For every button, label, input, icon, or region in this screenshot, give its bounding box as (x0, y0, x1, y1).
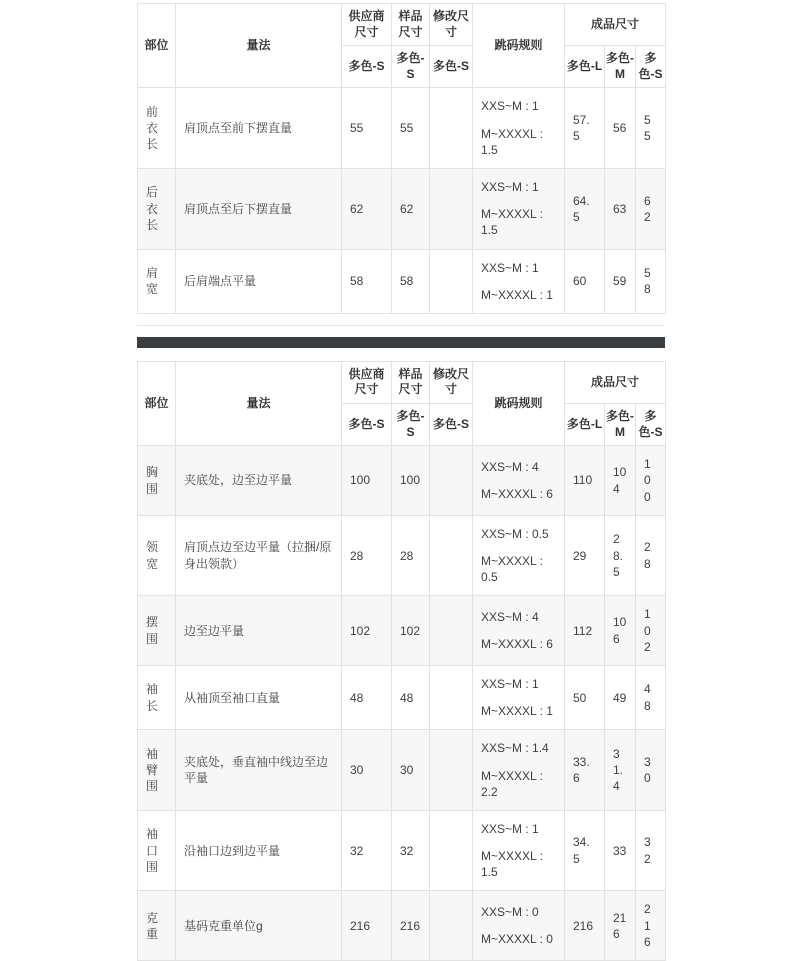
table-row (138, 88, 666, 169)
method-cell: 夹底处，边至边平量 (176, 446, 342, 516)
finished-size-cell-2: 48 (636, 665, 666, 729)
table-row (138, 665, 666, 729)
col-header-part: 部位 (138, 4, 176, 88)
method-cell: 边至边平量 (176, 596, 342, 666)
grading-rule-line: M~XXXXL : 6 (481, 487, 553, 502)
col-header-supplier-size: 供应商尺寸 (342, 361, 392, 403)
modify-size-cell (430, 891, 473, 961)
method-cell: 肩顶点边至边平量（拉捆/原身出领款） (176, 515, 342, 596)
part-cell: 后衣长 (138, 168, 176, 249)
part-cell: 前衣长 (138, 88, 176, 169)
grading-rule-line: XXS~M : 0.5 (481, 526, 549, 541)
sample-size-cell: 55 (392, 88, 430, 169)
finished-size-cell-0: 112 (565, 596, 605, 666)
part-cell: 摆围 (138, 596, 176, 666)
finished-size-cell-0: 216 (565, 891, 605, 961)
col-header-method: 量法 (176, 361, 342, 445)
method-cell: 从袖顶至袖口直量 (176, 665, 342, 729)
supplier-size-cell: 100 (342, 446, 392, 516)
size-spec-table-2 (137, 361, 666, 961)
sample-size-cell: 216 (392, 891, 430, 961)
sample-size-cell: 102 (392, 596, 430, 666)
col-header-grading-rule: 跳码规则 (473, 361, 565, 445)
supplier-size-cell: 55 (342, 88, 392, 169)
finished-size-cell-1: 56 (605, 88, 636, 169)
grading-rule-cell (473, 446, 565, 516)
table-row (138, 249, 666, 313)
divider-line (137, 325, 665, 326)
modify-size-cell (430, 168, 473, 249)
table-row (138, 730, 666, 811)
part-cell: 肩宽 (138, 249, 176, 313)
finished-size-cell-0: 60 (565, 249, 605, 313)
finished-size-cell-2: 102 (636, 596, 666, 666)
supplier-size-cell: 216 (342, 891, 392, 961)
supplier-size-cell: 28 (342, 515, 392, 596)
finished-size-cell-1: 216 (605, 891, 636, 961)
part-cell: 袖臂围 (138, 730, 176, 811)
col-header-grading-rule: 跳码规则 (473, 4, 565, 88)
grading-rule-cell (473, 88, 565, 169)
finished-size-cell-2: 62 (636, 168, 666, 249)
table-row (138, 810, 666, 891)
method-cell: 肩顶点至前下摆直量 (176, 88, 342, 169)
sample-size-cell: 100 (392, 446, 430, 516)
subheader-finished-colorway-2: 多色-S (636, 404, 666, 446)
part-cell: 胸围 (138, 446, 176, 516)
table-body (138, 446, 666, 961)
header-row-groups (138, 4, 666, 46)
finished-size-cell-1: 28.5 (605, 515, 636, 596)
table-body (138, 88, 666, 314)
finished-size-cell-0: 50 (565, 665, 605, 729)
grading-rule-line: M~XXXXL : 0.5 (481, 554, 543, 585)
supplier-size-cell: 30 (342, 730, 392, 811)
grading-rule-line: XXS~M : 4 (481, 609, 539, 624)
finished-size-cell-2: 28 (636, 515, 666, 596)
finished-size-cell-0: 110 (565, 446, 605, 516)
grading-rule-line: XXS~M : 1 (481, 676, 539, 691)
method-cell: 夹底处，垂直袖中线边至边平量 (176, 730, 342, 811)
subheader-finished-colorway-0: 多色-L (565, 46, 605, 88)
grading-rule-line: M~XXXXL : 1 (481, 287, 553, 302)
modify-size-cell (430, 446, 473, 516)
supplier-size-cell: 48 (342, 665, 392, 729)
finished-size-cell-0: 33.6 (565, 730, 605, 811)
sample-size-cell: 48 (392, 665, 430, 729)
modify-size-cell (430, 88, 473, 169)
grading-rule-line: XXS~M : 1 (481, 260, 539, 275)
col-header-sample-size: 样品尺寸 (392, 361, 430, 403)
spec-sheet (137, 3, 665, 961)
col-header-finished-size: 成品尺寸 (565, 361, 666, 403)
table-separator-bar (137, 337, 665, 348)
table-header (138, 4, 666, 88)
finished-size-cell-1: 63 (605, 168, 636, 249)
subheader-modify-colorway: 多色-S (430, 404, 473, 446)
finished-size-cell-0: 57.5 (565, 88, 605, 169)
method-cell: 沿袖口边到边平量 (176, 810, 342, 891)
sample-size-cell: 62 (392, 168, 430, 249)
grading-rule-cell (473, 249, 565, 313)
spec-table-section-top (137, 3, 665, 314)
method-cell: 后肩端点平量 (176, 249, 342, 313)
finished-size-cell-0: 64.5 (565, 168, 605, 249)
col-header-method: 量法 (176, 4, 342, 88)
modify-size-cell (430, 665, 473, 729)
method-cell: 基码克重单位g (176, 891, 342, 961)
subheader-supplier-colorway: 多色-S (342, 404, 392, 446)
finished-size-cell-2: 30 (636, 730, 666, 811)
subheader-sample-colorway: 多色-S (392, 404, 430, 446)
grading-rule-line: XXS~M : 1 (481, 99, 539, 114)
finished-size-cell-2: 55 (636, 88, 666, 169)
col-header-modify-size: 修改尺寸 (430, 4, 473, 46)
grading-rule-cell (473, 891, 565, 961)
finished-size-cell-1: 59 (605, 249, 636, 313)
sample-size-cell: 32 (392, 810, 430, 891)
subheader-finished-colorway-0: 多色-L (565, 404, 605, 446)
sample-size-cell: 30 (392, 730, 430, 811)
finished-size-cell-1: 106 (605, 596, 636, 666)
sample-size-cell: 58 (392, 249, 430, 313)
grading-rule-line: M~XXXXL : 1.5 (481, 126, 543, 157)
finished-size-cell-1: 31.4 (605, 730, 636, 811)
subheader-finished-colorway-1: 多色-M (605, 404, 636, 446)
sample-size-cell: 28 (392, 515, 430, 596)
modify-size-cell (430, 730, 473, 811)
grading-rule-cell (473, 515, 565, 596)
finished-size-cell-1: 33 (605, 810, 636, 891)
table-header (138, 361, 666, 445)
col-header-sample-size: 样品尺寸 (392, 4, 430, 46)
grading-rule-cell (473, 665, 565, 729)
part-cell: 袖口围 (138, 810, 176, 891)
finished-size-cell-1: 104 (605, 446, 636, 516)
subheader-finished-colorway-1: 多色-M (605, 46, 636, 88)
grading-rule-line: M~XXXXL : 1.5 (481, 849, 543, 880)
spec-table-section-bottom (137, 361, 665, 961)
modify-size-cell (430, 249, 473, 313)
finished-size-cell-2: 32 (636, 810, 666, 891)
header-row-groups (138, 361, 666, 403)
finished-size-cell-2: 216 (636, 891, 666, 961)
col-header-finished-size: 成品尺寸 (565, 4, 666, 46)
grading-rule-line: XXS~M : 1.4 (481, 741, 549, 756)
grading-rule-cell (473, 168, 565, 249)
size-spec-table-1 (137, 3, 666, 314)
col-header-supplier-size: 供应商尺寸 (342, 4, 392, 46)
grading-rule-line: M~XXXXL : 1 (481, 704, 553, 719)
grading-rule-line: M~XXXXL : 6 (481, 637, 553, 652)
subheader-sample-colorway: 多色-S (392, 46, 430, 88)
method-cell: 肩顶点至后下摆直量 (176, 168, 342, 249)
part-cell: 袖长 (138, 665, 176, 729)
modify-size-cell (430, 810, 473, 891)
subheader-supplier-colorway: 多色-S (342, 46, 392, 88)
grading-rule-line: XXS~M : 1 (481, 821, 539, 836)
grading-rule-line: M~XXXXL : 2.2 (481, 768, 543, 799)
supplier-size-cell: 32 (342, 810, 392, 891)
grading-rule-line: XXS~M : 0 (481, 905, 539, 920)
grading-rule-line: M~XXXXL : 0 (481, 932, 553, 947)
grading-rule-line: M~XXXXL : 1.5 (481, 207, 543, 238)
subheader-finished-colorway-2: 多色-S (636, 46, 666, 88)
table-row (138, 446, 666, 516)
table-row (138, 891, 666, 961)
finished-size-cell-2: 100 (636, 446, 666, 516)
supplier-size-cell: 62 (342, 168, 392, 249)
supplier-size-cell: 102 (342, 596, 392, 666)
finished-size-cell-0: 29 (565, 515, 605, 596)
grading-rule-cell (473, 596, 565, 666)
grading-rule-line: XXS~M : 4 (481, 459, 539, 474)
supplier-size-cell: 58 (342, 249, 392, 313)
table-row (138, 596, 666, 666)
finished-size-cell-1: 49 (605, 665, 636, 729)
modify-size-cell (430, 515, 473, 596)
grading-rule-cell (473, 730, 565, 811)
part-cell: 领宽 (138, 515, 176, 596)
col-header-part: 部位 (138, 361, 176, 445)
modify-size-cell (430, 596, 473, 666)
col-header-modify-size: 修改尺寸 (430, 361, 473, 403)
grading-rule-cell (473, 810, 565, 891)
part-cell: 克重 (138, 891, 176, 961)
subheader-modify-colorway: 多色-S (430, 46, 473, 88)
grading-rule-line: XXS~M : 1 (481, 179, 539, 194)
table-row (138, 515, 666, 596)
finished-size-cell-2: 58 (636, 249, 666, 313)
table-row (138, 168, 666, 249)
finished-size-cell-0: 34.5 (565, 810, 605, 891)
